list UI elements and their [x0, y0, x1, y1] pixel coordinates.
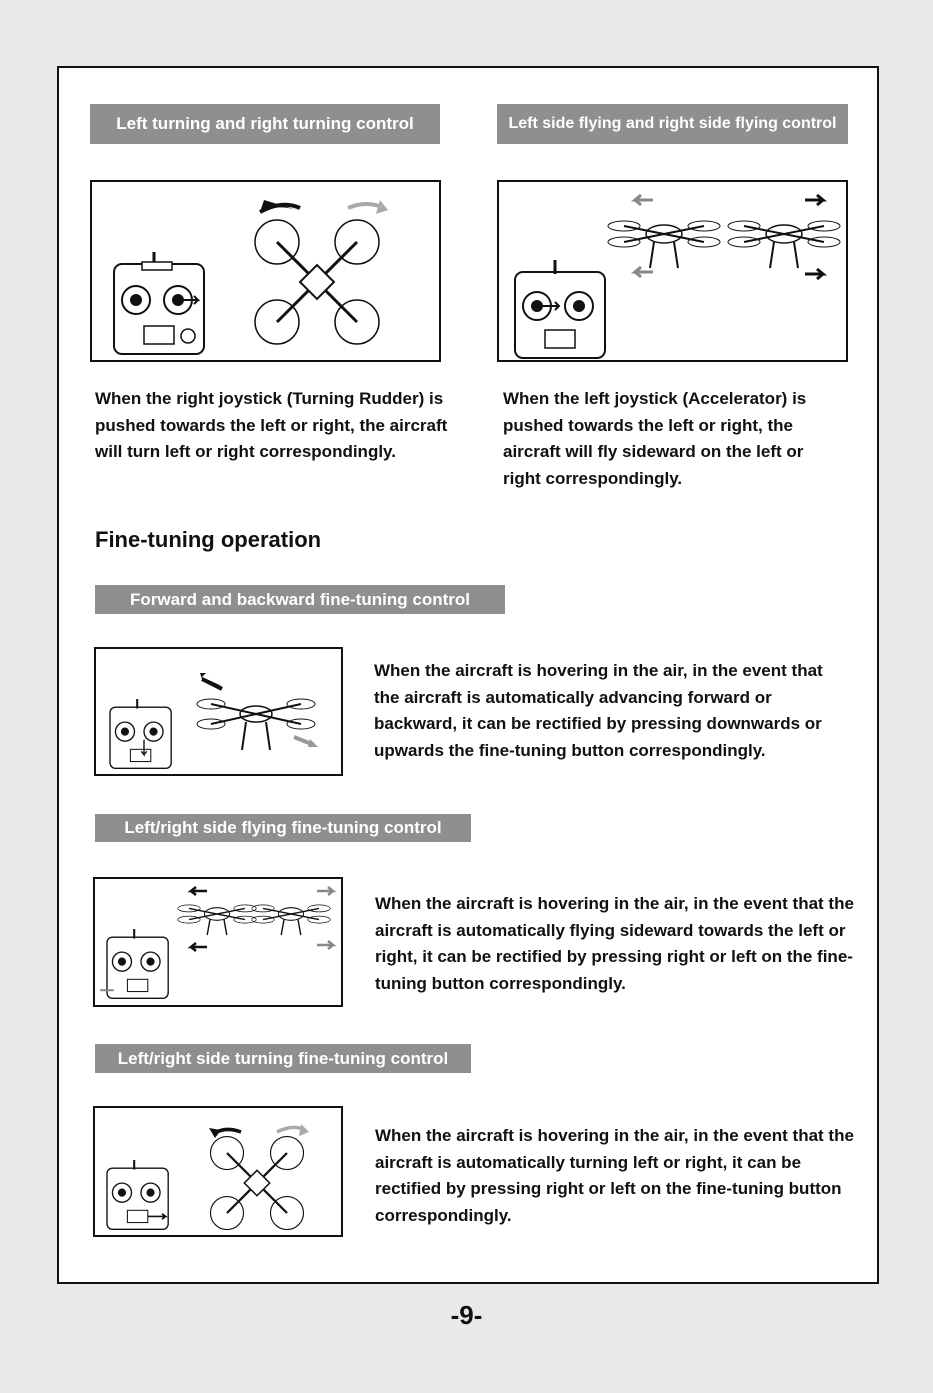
left-turning-header: Left turning and right turning control — [90, 104, 440, 144]
side-flying-illustration — [497, 180, 848, 362]
forward-backward-header: Forward and backward fine-tuning control — [95, 585, 505, 614]
side-fine-header: Left/right side flying fine-tuning control — [95, 814, 471, 842]
right-arrow-icon — [805, 195, 823, 205]
quadcopter-left — [608, 221, 720, 268]
side-fine-illustration — [93, 877, 343, 1007]
side-flying-header: Left side flying and right side flying control — [497, 104, 848, 144]
turning-fine-text: When the aircraft is hovering in the air, in the event that the aircraft is automatically turning left or right, it can be rectified by pressing right or left on the fine-tuning button correspondingly. — [375, 1126, 854, 1226]
quadcopter-right — [728, 221, 840, 268]
left-turning-text: When the right joystick (Turning Rudder) is pushed towards the left or right, the aircraft will turn left or right correspondingly. — [95, 389, 448, 462]
forward-backward-illustration — [94, 647, 343, 776]
left-turning-illustration — [90, 180, 441, 362]
left-arrow-icon — [635, 195, 653, 205]
side-flying-text: When the left joystick (Accelerator) is pushed towards the left or right, the aircraft will fly sideward on the left or right correspondingly. — [503, 389, 807, 489]
remote-controller — [515, 260, 605, 358]
remote-controller — [114, 252, 204, 354]
quadcopter-top-view — [255, 220, 379, 344]
turning-fine-illustration — [93, 1106, 343, 1237]
page-number: -9- — [450, 1300, 483, 1330]
turning-fine-header: Left/right side turning fine-tuning control — [95, 1044, 471, 1073]
fine-tuning-title: Fine-tuning operation — [95, 527, 322, 552]
side-fine-text: When the aircraft is hovering in the air, in the event that the aircraft is automatically flying sideward towards the left or right, it can be rectified by pressing right or left on the fine-tuning button correspondingly. — [375, 894, 854, 994]
forward-backward-text: When the aircraft is hovering in the air, in the event that the aircraft is automatically advancing forward or backward, it can be rectified by pressing downwards or upwards the fine-tuning button correspondingly. — [374, 661, 823, 761]
